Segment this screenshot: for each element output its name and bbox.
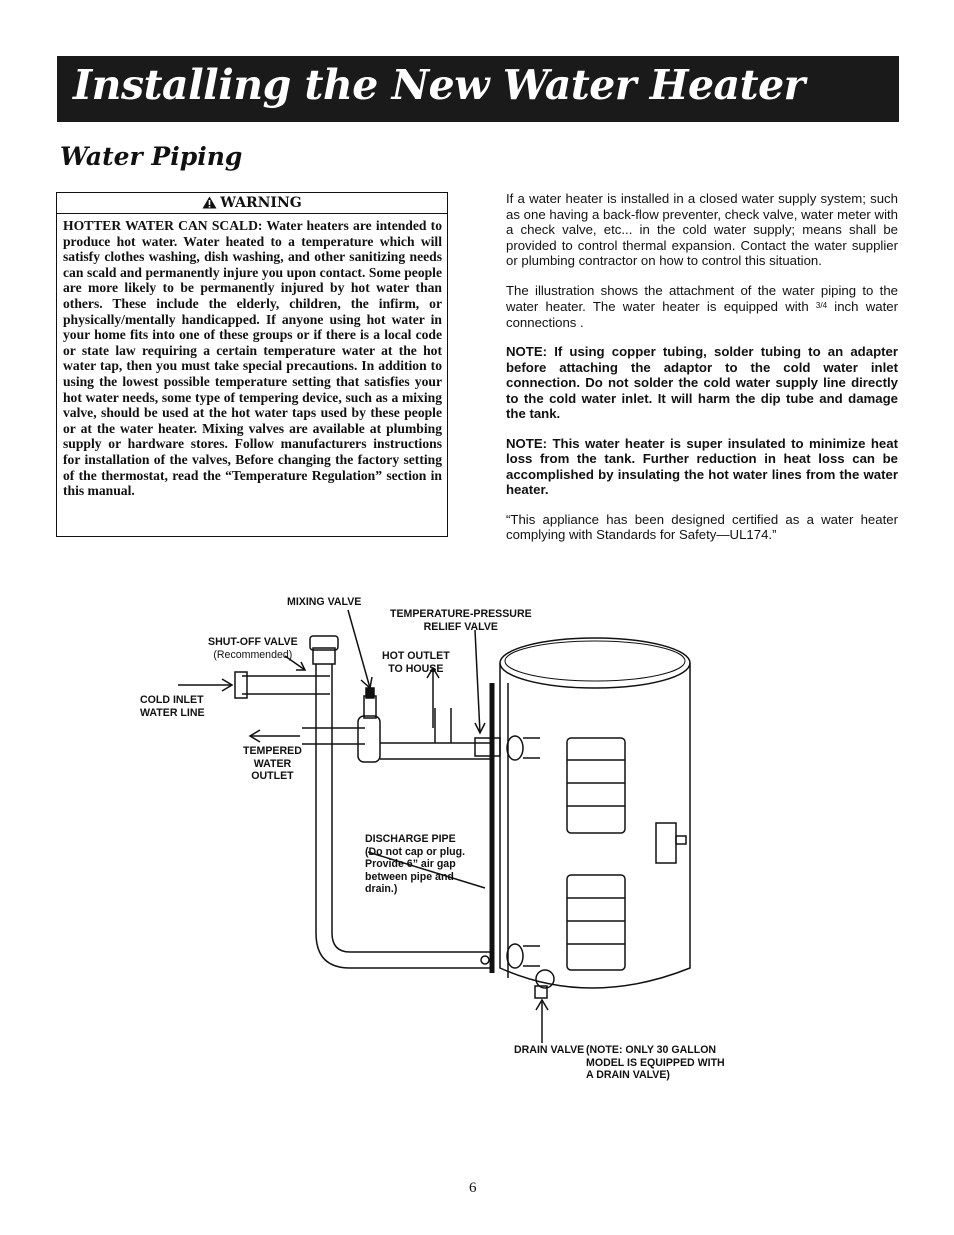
certification-statement: “This appliance has been designed certified as a water heater complying with Standards for Safety—UL174.” (506, 511, 898, 542)
label-discharge-line-4: between pipe and (365, 870, 454, 883)
label-drain-note (586, 1044, 725, 1082)
warning-text: HOTTER WATER CAN SCALD: Water heaters are intended to produce hot water. Water heated to a temperature which will satisfy clothes washing, dish washing, and other sanitizing needs can scald and permanently injure you upon contact. Some people are more likely to be permanently injured by hot water than others. These include the elderly, children, the infirm, or physically/mentally handicapped. If anyone using hot water in your home fits into one of these groups or if there is a local code or state law requiring a certain temperature water at the hot water tap, then you must take special precautions. In addition to using the lowest possible temperature setting that satisfies your hot water needs, some type of tempering device, such as a mixing valve, should be used at the hot water taps used by these people or at the water heater. Mixing valves are available at plumbing supply or hardware stores. Follow manufacturers instructions for installation of the valves, Before changing the factory setting of the thermostat, read the “Temperature Regulation” section in this manual. (63, 218, 442, 499)
label-discharge-line-1: DISCHARGE PIPE (365, 833, 456, 845)
warning-header (57, 193, 447, 214)
label-shutoff-line-1: SHUT-OFF VALVE (208, 636, 298, 648)
label-cold-inlet-line-1: COLD INLET (140, 694, 204, 706)
body-text-column (506, 191, 898, 557)
label-mixing-valve: MIXING VALVE (287, 596, 362, 608)
label-tp-line-1: TEMPERATURE-PRESSURE (390, 608, 532, 620)
paragraph-thermal-expansion: If a water heater is installed in a closed water supply system; such as one having a back-flow preventer, check valve, water meter with a check valve, etc... in the cold water supply; means shall be provided to control thermal expansion. Contact the water supplier or plumbing contractor on how to control this situation. (506, 191, 898, 268)
section-heading: Water Piping (60, 142, 243, 171)
page-title: Installing the New Water Heater (73, 61, 805, 109)
label-discharge-line-2: (Do not cap or plug. (365, 845, 466, 858)
warning-box (56, 192, 448, 537)
label-drain-valve: DRAIN VALVE (514, 1044, 585, 1056)
paragraph-illustration (506, 283, 898, 331)
note-insulation: NOTE: This water heater is super insulated to minimize heat loss from the tank. Further reduction in heat loss can be accomplished by insulating the hot water lines from the water heater. (506, 435, 898, 497)
water-piping-diagram (130, 588, 780, 1088)
label-hot-outlet-line-2: TO HOUSE (388, 662, 444, 675)
label-discharge-line-3: Provide 6” air gap (365, 858, 456, 870)
label-tempered-outlet (243, 745, 302, 783)
title-bar (57, 56, 899, 122)
label-tempered-line-1: TEMPERED (243, 745, 302, 757)
label-tempered-line-3: OUTLET (251, 770, 294, 782)
label-shutoff-valve (208, 636, 298, 661)
note-copper-tubing: NOTE: If using copper tubing, solder tubing to an adapter before attaching the adaptor to the cold water inlet connection. Do not solder the cold water supply line directly to the cold water inlet. It will harm the dip tube and damage the tank. (506, 344, 898, 421)
label-tempered-line-2: WATER (253, 757, 292, 770)
paragraph-illustration-start: The illustration shows the attachment of the water piping to the water heater. The water heater is equipped with (506, 282, 898, 314)
paragraph-illustration-end: inch water connections . (506, 299, 898, 330)
label-cold-inlet (140, 694, 205, 719)
warning-triangle-icon (202, 196, 217, 209)
label-discharge-line-5: drain.) (365, 883, 398, 895)
label-tp-line-2: RELIEF VALVE (423, 620, 498, 633)
label-drain-note-line-1: (NOTE: ONLY 30 GALLON (586, 1044, 717, 1056)
label-drain-note-line-2: MODEL IS EQUIPPED WITH (586, 1056, 725, 1069)
page-number: 6 (469, 1180, 477, 1196)
label-shutoff-line-2: (Recommended) (213, 648, 293, 661)
label-tp-relief-valve (390, 608, 532, 633)
fraction-three-quarter: 3/4 (815, 301, 828, 310)
label-drain-note-line-3: A DRAIN VALVE) (586, 1069, 670, 1081)
label-discharge-pipe (365, 833, 465, 896)
warning-heading: WARNING (220, 195, 302, 211)
label-hot-outlet (382, 650, 450, 675)
label-hot-outlet-line-1: HOT OUTLET (382, 650, 450, 662)
label-cold-inlet-line-2: WATER LINE (140, 706, 205, 719)
